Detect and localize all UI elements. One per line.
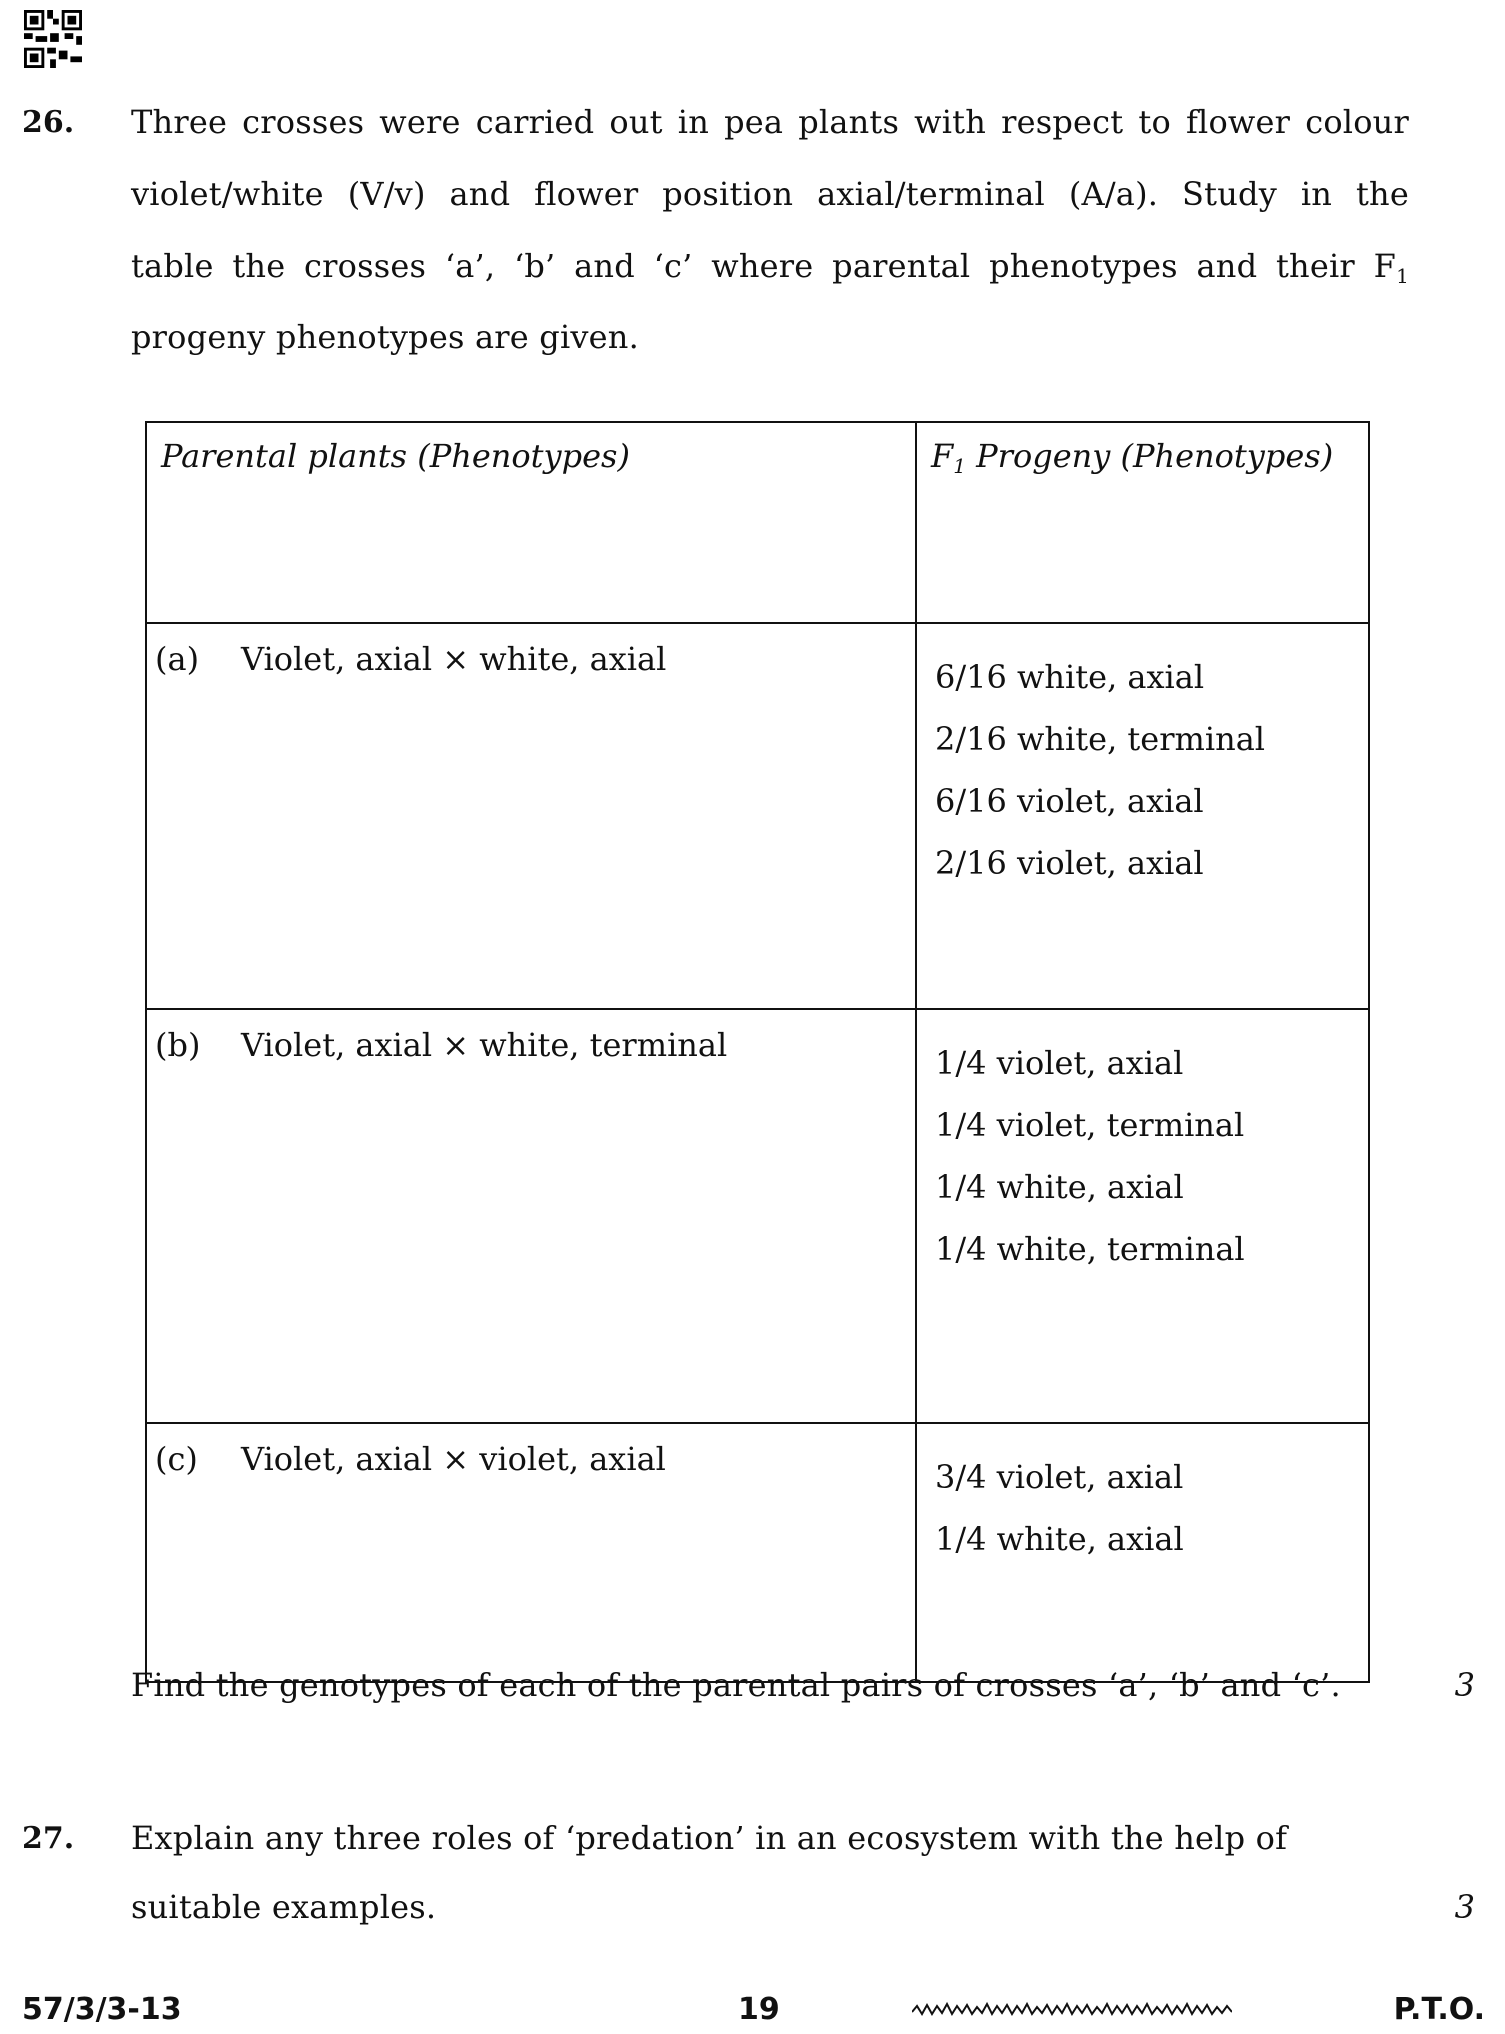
marks: 3 [1454,1888,1475,1926]
progeny-cell [916,1009,1369,1423]
question-text-line: progeny phenotypes are given. [131,318,639,356]
subscript: 1 [953,454,966,478]
progeny-item: 1/4 white, terminal [935,1230,1245,1268]
crosses-table [145,421,1370,1683]
header-parental: Parental plants (Phenotypes) [146,422,916,623]
progeny-item: 1/4 violet, axial [935,1044,1184,1082]
progeny-cell [916,623,1369,1009]
table-row [146,1423,1369,1682]
question-text-line: Three crosses were carried out in pea plants with respect to flower colour [131,103,1409,141]
question-text-line: Explain any three roles of ‘predation’ in an ecosystem with the help of [131,1819,1288,1857]
progeny-cell [916,1423,1369,1682]
marks: 3 [1454,1666,1475,1704]
progeny-item: 3/4 violet, axial [935,1458,1184,1496]
qr-code-icon [24,10,82,68]
parental-phenotype: Violet, axial × violet, axial [241,1440,666,1478]
parental-cell [146,1423,916,1682]
header-progeny [916,422,1369,623]
question-instruction: Find the genotypes of each of the parental pairs of crosses ‘a’, ‘b’ and ‘c’. [131,1666,1341,1704]
progeny-item: 6/16 white, axial [935,658,1205,696]
row-label: (b) [155,1026,201,1064]
progeny-item: 1/4 violet, terminal [935,1106,1245,1144]
page-number: 19 [738,1992,780,2027]
table-row [146,623,1369,1009]
subscript: 1 [1396,264,1409,288]
progeny-item: 1/4 white, axial [935,1520,1184,1558]
wavy-line-icon [912,2000,1232,2020]
pto-label: P.T.O. [1393,1992,1485,2027]
question-text-line: violet/white (V/v) and flower position axial/terminal (A/a). Study in the [131,175,1409,213]
progeny-item: 2/16 violet, axial [935,844,1204,882]
progeny-item: 2/16 white, terminal [935,720,1265,758]
row-label: (a) [155,640,200,678]
header-progeny-rest: Progeny (Phenotypes) [965,437,1334,475]
header-progeny-prefix: F [931,437,954,475]
progeny-item: 1/4 white, axial [935,1168,1184,1206]
question-text-line [131,247,1409,288]
parental-phenotype: Violet, axial × white, axial [241,640,667,678]
parental-phenotype: Violet, axial × white, terminal [241,1026,728,1064]
question-number: 26. [22,105,75,140]
table-header-row [146,422,1369,623]
question-number: 27. [22,1821,75,1856]
table-row [146,1009,1369,1423]
row-label: (c) [155,1440,198,1478]
question-text-line: suitable examples. [131,1888,437,1926]
question-text-segment: table the crosses ‘a’, ‘b’ and ‘c’ where parental phenotypes and their F [131,247,1397,285]
progeny-item: 6/16 violet, axial [935,782,1204,820]
paper-code: 57/3/3-13 [22,1992,182,2027]
parental-cell [146,623,916,1009]
parental-cell [146,1009,916,1423]
